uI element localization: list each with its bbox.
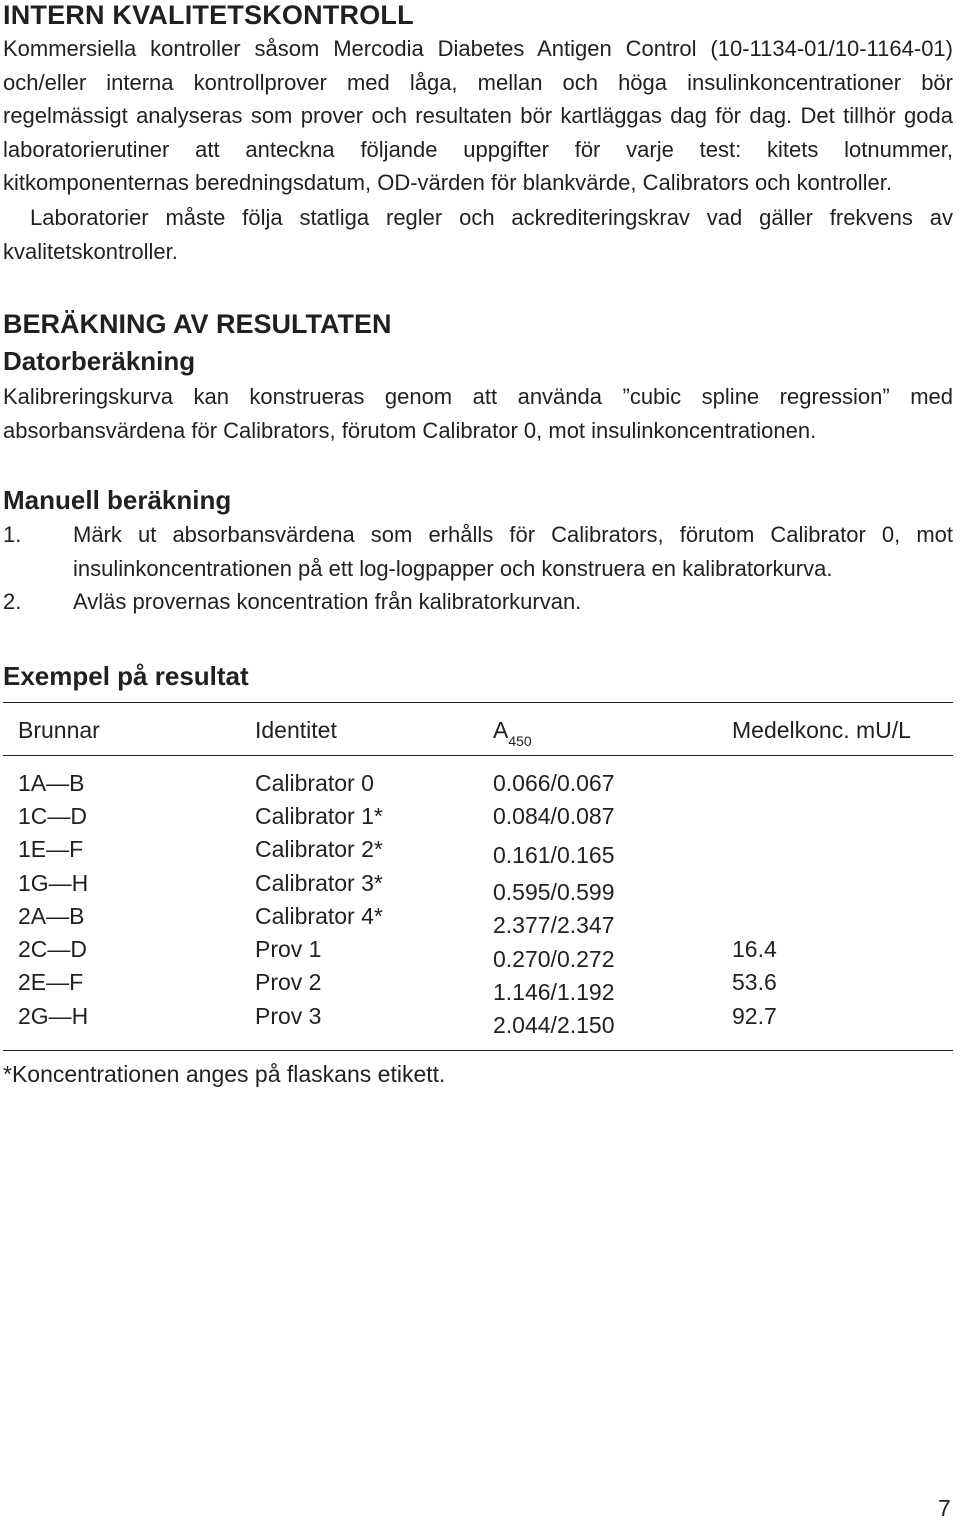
list-item-text: Märk ut absorbansvärdena som erhålls för Calibrators, förutom Calibrator 0, mot insulinkoncentrationen på ett log-logpapper och konstruera en kalibratorkurva.	[73, 522, 953, 581]
table-cell-brunnar: 1C—D	[18, 803, 88, 829]
table-bottom-rule	[3, 1050, 953, 1051]
table-cell-identitet: Calibrator 0	[255, 770, 374, 796]
table-cell-identitet: Prov 2	[255, 969, 322, 995]
table-header-rule	[3, 755, 953, 756]
table-cell-a450: 0.161/0.165	[493, 842, 615, 868]
heading-berakning: BERÄKNING AV RESULTATEN	[3, 309, 392, 339]
table-cell-a450: 2.044/2.150	[493, 1012, 615, 1038]
heading-exempel: Exempel på resultat	[3, 661, 249, 691]
table-cell-identitet: Calibrator 4*	[255, 903, 383, 929]
table-cell-a450: 0.066/0.067	[493, 770, 615, 796]
heading-datorberakning: Datorberäkning	[3, 346, 196, 376]
page-number: 7	[938, 1495, 951, 1521]
datorberakning-text: Kalibreringskurva kan konstrueras genom att använda ”cubic spline regression” med absorbansvärdena för Calibrators, förutom Calibrator 0, mot insulinkoncentrationen.	[3, 384, 953, 443]
intern-paragraph-1: Kommersiella kontroller såsom Mercodia Diabetes Antigen Control (10-1134-01/10-1164-01) och/eller interna kontrollprover med låga, mellan och höga insulinkoncentrationer bör regelmässigt analyseras som prover och resultaten bör kartläggas dag för dag. Det tillhör goda laboratorierutiner att anteckna följande uppgifter för varje test: kitets lotnummer, kitkomponenternas beredningsdatum, OD-värden för blankvärde, Calibrators och kontroller.	[3, 36, 953, 196]
column-header-a-subscript: 450	[508, 733, 532, 749]
column-header-medelkonc: Medelkonc. mU/L	[732, 717, 911, 743]
table-cell-brunnar: 1A—B	[18, 770, 85, 796]
table-cell-identitet: Calibrator 3*	[255, 870, 383, 896]
table-cell-brunnar: 1E—F	[18, 836, 84, 862]
table-cell-brunnar: 1G—H	[18, 870, 89, 896]
table-cell-medelkonc: 92.7	[732, 1003, 777, 1029]
table-cell-a450: 1.146/1.192	[493, 979, 615, 1005]
table-cell-medelkonc: 16.4	[732, 936, 777, 962]
manuell-steps-list	[3, 518, 953, 619]
table-cell-identitet: Calibrator 1*	[255, 803, 383, 829]
column-header-a450	[493, 716, 532, 755]
table-cell-brunnar: 2C—D	[18, 936, 88, 962]
column-header-a-letter: A	[493, 717, 509, 743]
heading-intern-kvalitetskontroll: INTERN KVALITETSKONTROLL	[3, 0, 414, 30]
table-cell-medelkonc: 53.6	[732, 969, 777, 995]
list-item	[3, 585, 953, 619]
list-item-text: Avläs provernas koncentration från kalibratorkurvan.	[73, 589, 582, 615]
table-cell-identitet: Prov 3	[255, 1003, 322, 1029]
heading-manuell-berakning: Manuell beräkning	[3, 485, 232, 515]
table-cell-a450: 2.377/2.347	[493, 912, 615, 938]
list-item-number: 1.	[3, 522, 22, 547]
column-header-brunnar: Brunnar	[18, 717, 100, 743]
list-item-number: 2.	[3, 589, 22, 615]
table-cell-brunnar: 2G—H	[18, 1003, 89, 1029]
list-item	[3, 518, 953, 585]
table-footnote: *Koncentrationen anges på flaskans etikett.	[3, 1061, 446, 1087]
table-cell-a450: 0.595/0.599	[493, 879, 615, 905]
table-cell-identitet: Prov 1	[255, 936, 322, 962]
table-cell-brunnar: 2A—B	[18, 903, 85, 929]
table-cell-brunnar: 2E—F	[18, 969, 84, 995]
intern-paragraph-2: Laboratorier måste följa statliga regler och ackrediteringskrav vad gäller frekvens av kvalitetskontroller.	[3, 205, 953, 264]
table-cell-identitet: Calibrator 2*	[255, 836, 383, 862]
table-cell-a450: 0.270/0.272	[493, 946, 615, 972]
column-header-identitet: Identitet	[255, 717, 337, 743]
table-top-rule	[3, 702, 953, 703]
table-cell-a450: 0.084/0.087	[493, 803, 615, 829]
